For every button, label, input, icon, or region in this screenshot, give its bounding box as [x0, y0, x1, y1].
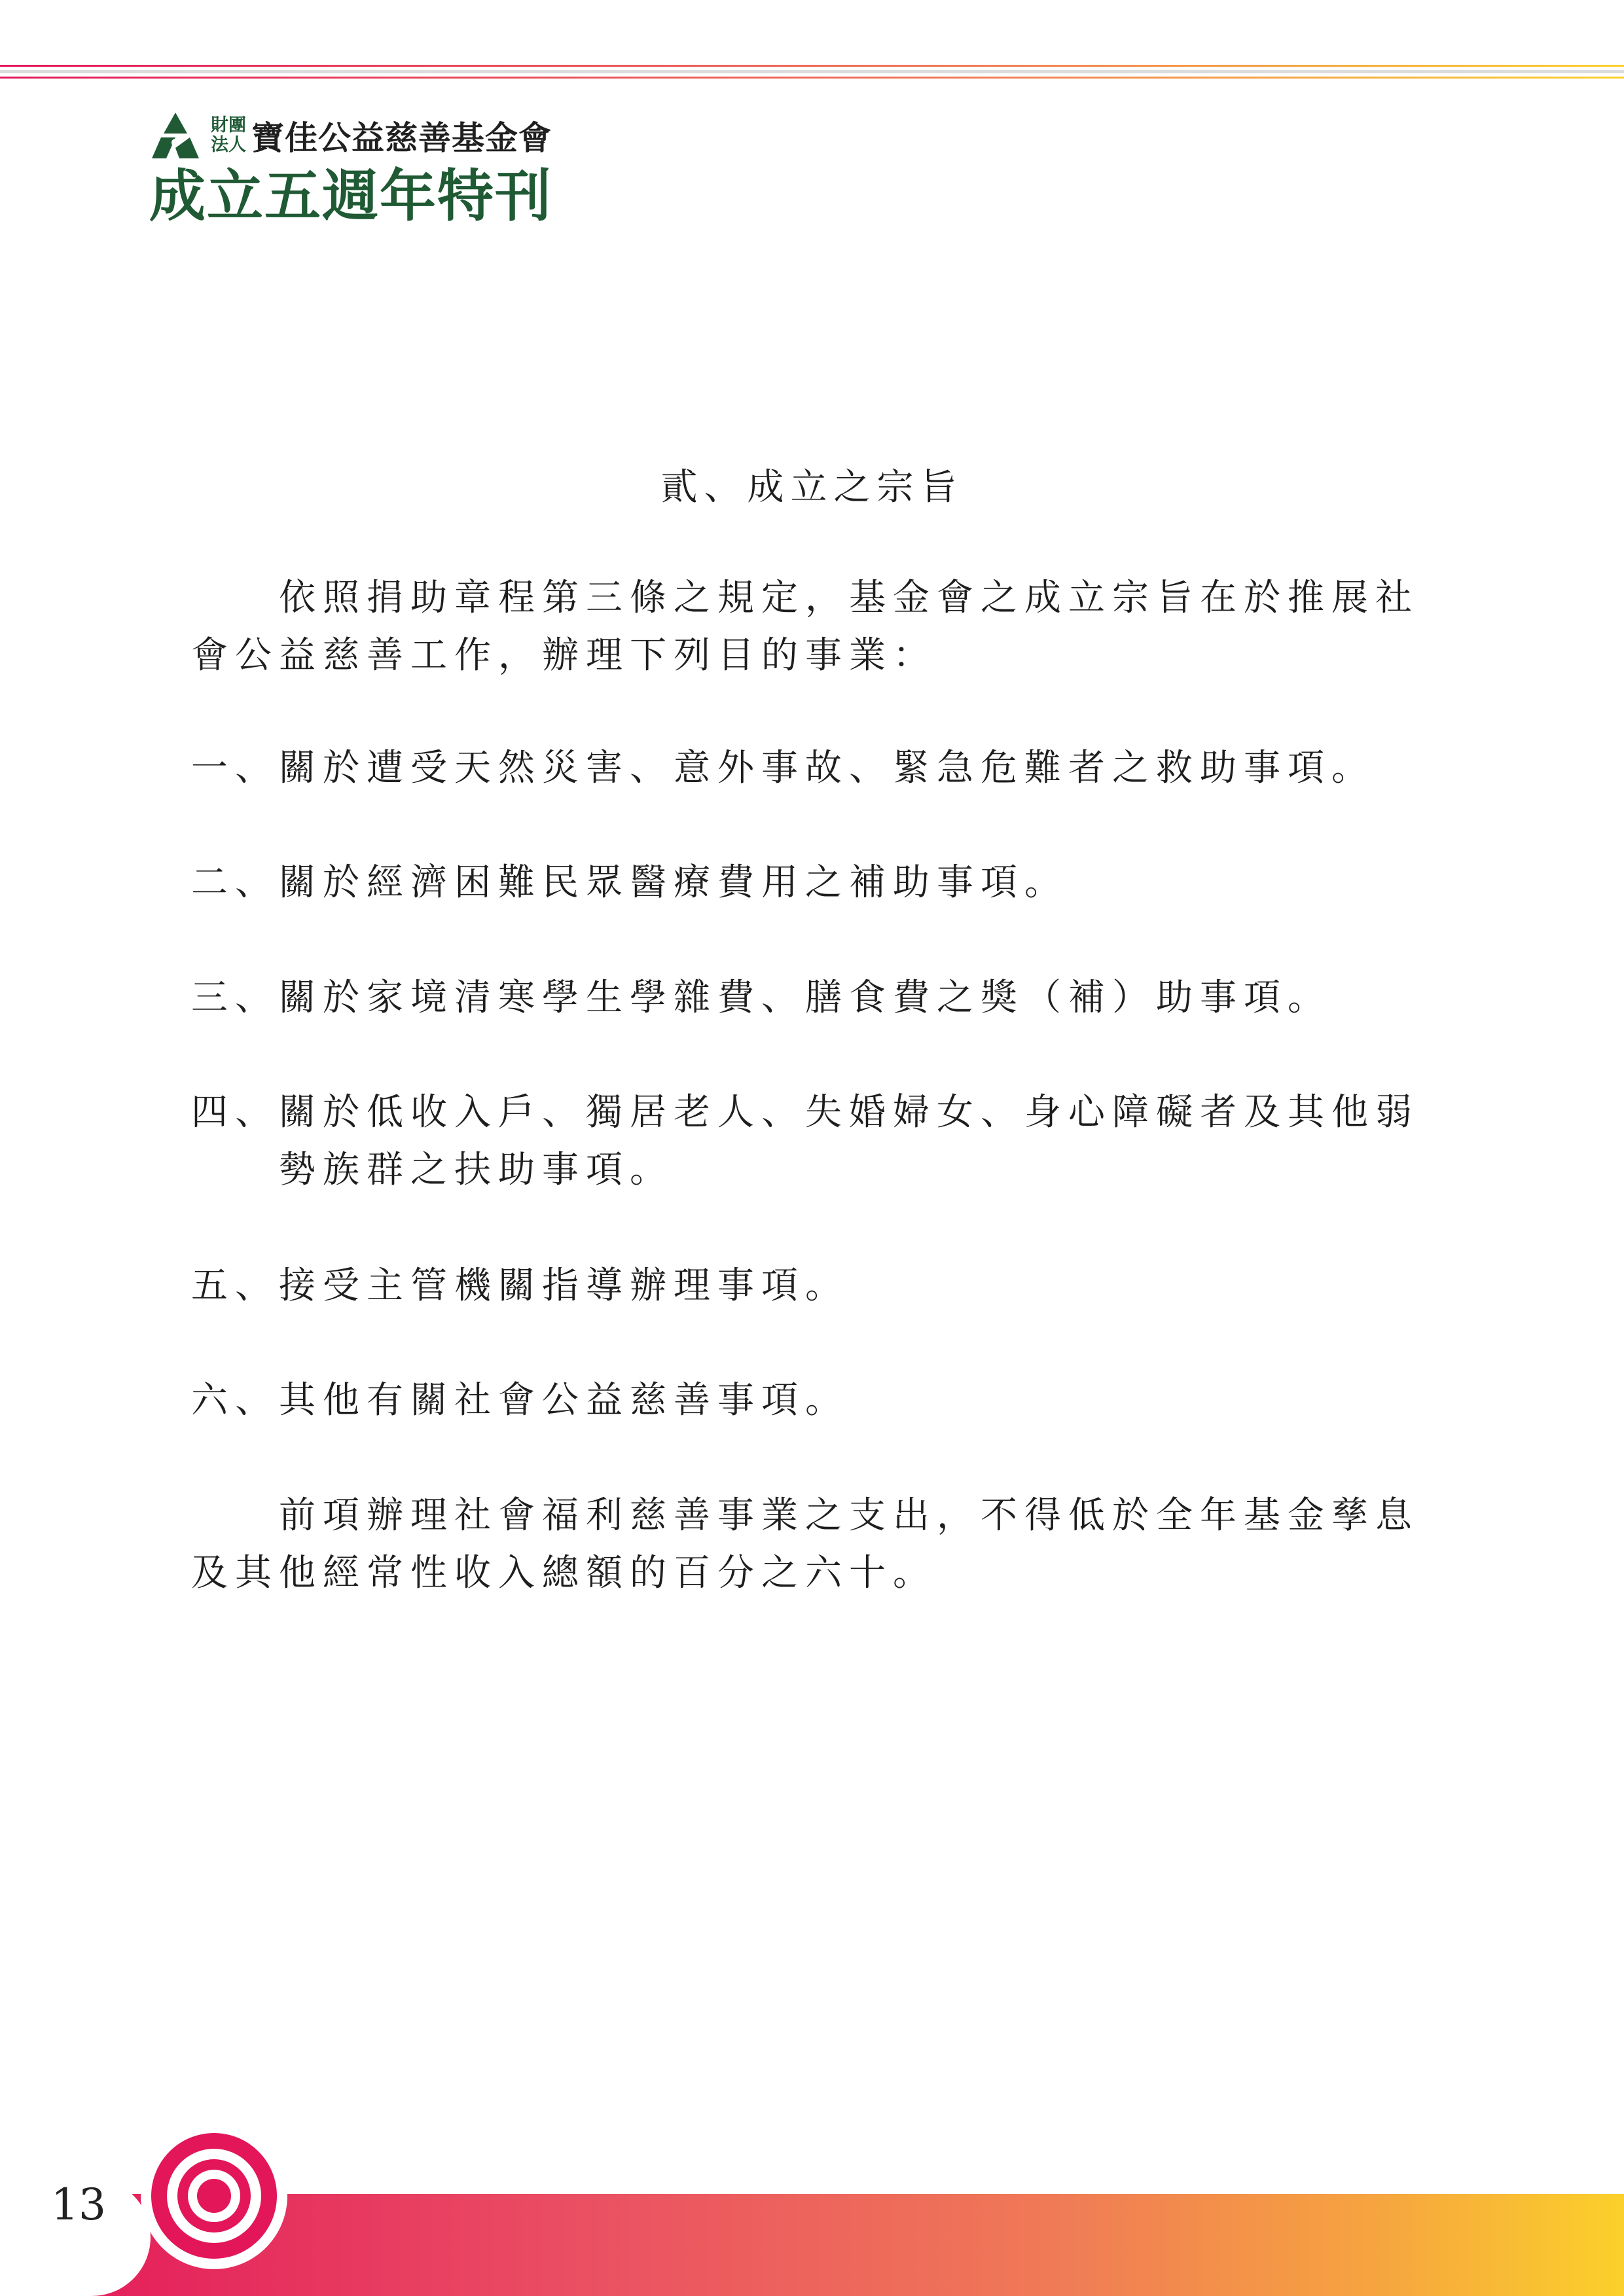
item-number: 六、: [191, 1379, 279, 1422]
concentric-circle-ornament: [139, 2121, 289, 2271]
organization-name: 寶佳公益慈善基金會: [251, 119, 552, 157]
item-text: 接受主管機關指導辦理事項。: [279, 1265, 849, 1307]
intro-paragraph: 依照捐助章程第三條之規定，基金會之成立宗旨在於推展社會公益慈善工作，辦理下列目的事業：: [191, 577, 1419, 677]
item-number: 五、: [191, 1265, 279, 1307]
publication-header: [149, 110, 552, 229]
legal-entity-label: [211, 116, 246, 155]
item-number: 一、: [191, 747, 279, 789]
item-number: 二、: [191, 861, 279, 904]
legal-type-line2: 法人: [211, 135, 246, 155]
item-number: 四、: [191, 1091, 279, 1134]
item-text: 關於經濟困難民眾醫療費用之補助事項。: [279, 861, 1068, 904]
purpose-item: [191, 1257, 1435, 1315]
purpose-item: [191, 854, 1435, 912]
top-decorative-rule: [0, 62, 1624, 82]
special-issue-title: 成立五週年特刊: [149, 163, 552, 229]
logo-row: [149, 110, 552, 161]
closing-paragraph: 前項辦理社會福利慈善事業之支出，不得低於全年基金孳息及其他經常性收入總額的百分之六十。: [191, 1494, 1419, 1594]
purpose-item: [191, 1084, 1435, 1199]
item-text: 關於家境清寒學生學雜費、膳食費之獎（補）助事項。: [279, 977, 1331, 1019]
legal-type-line1: 財團: [211, 115, 246, 135]
item-text: 其他有關社會公益慈善事項。: [279, 1379, 849, 1422]
item-number: 三、: [191, 977, 279, 1019]
section-title: 貳、成立之宗旨: [660, 466, 964, 509]
purpose-item: [191, 969, 1435, 1027]
item-text: 關於低收入戶、獨居老人、失婚婦女、身心障礙者及其他弱勢族群之扶助事項。: [279, 1091, 1419, 1191]
item-text: 關於遭受天然災害、意外事故、緊急危難者之救助事項。: [279, 747, 1375, 789]
purpose-item: [191, 1372, 1435, 1429]
foundation-logo-icon: [149, 110, 202, 161]
page-number: 13: [51, 2179, 106, 2230]
purpose-item: [191, 740, 1435, 797]
